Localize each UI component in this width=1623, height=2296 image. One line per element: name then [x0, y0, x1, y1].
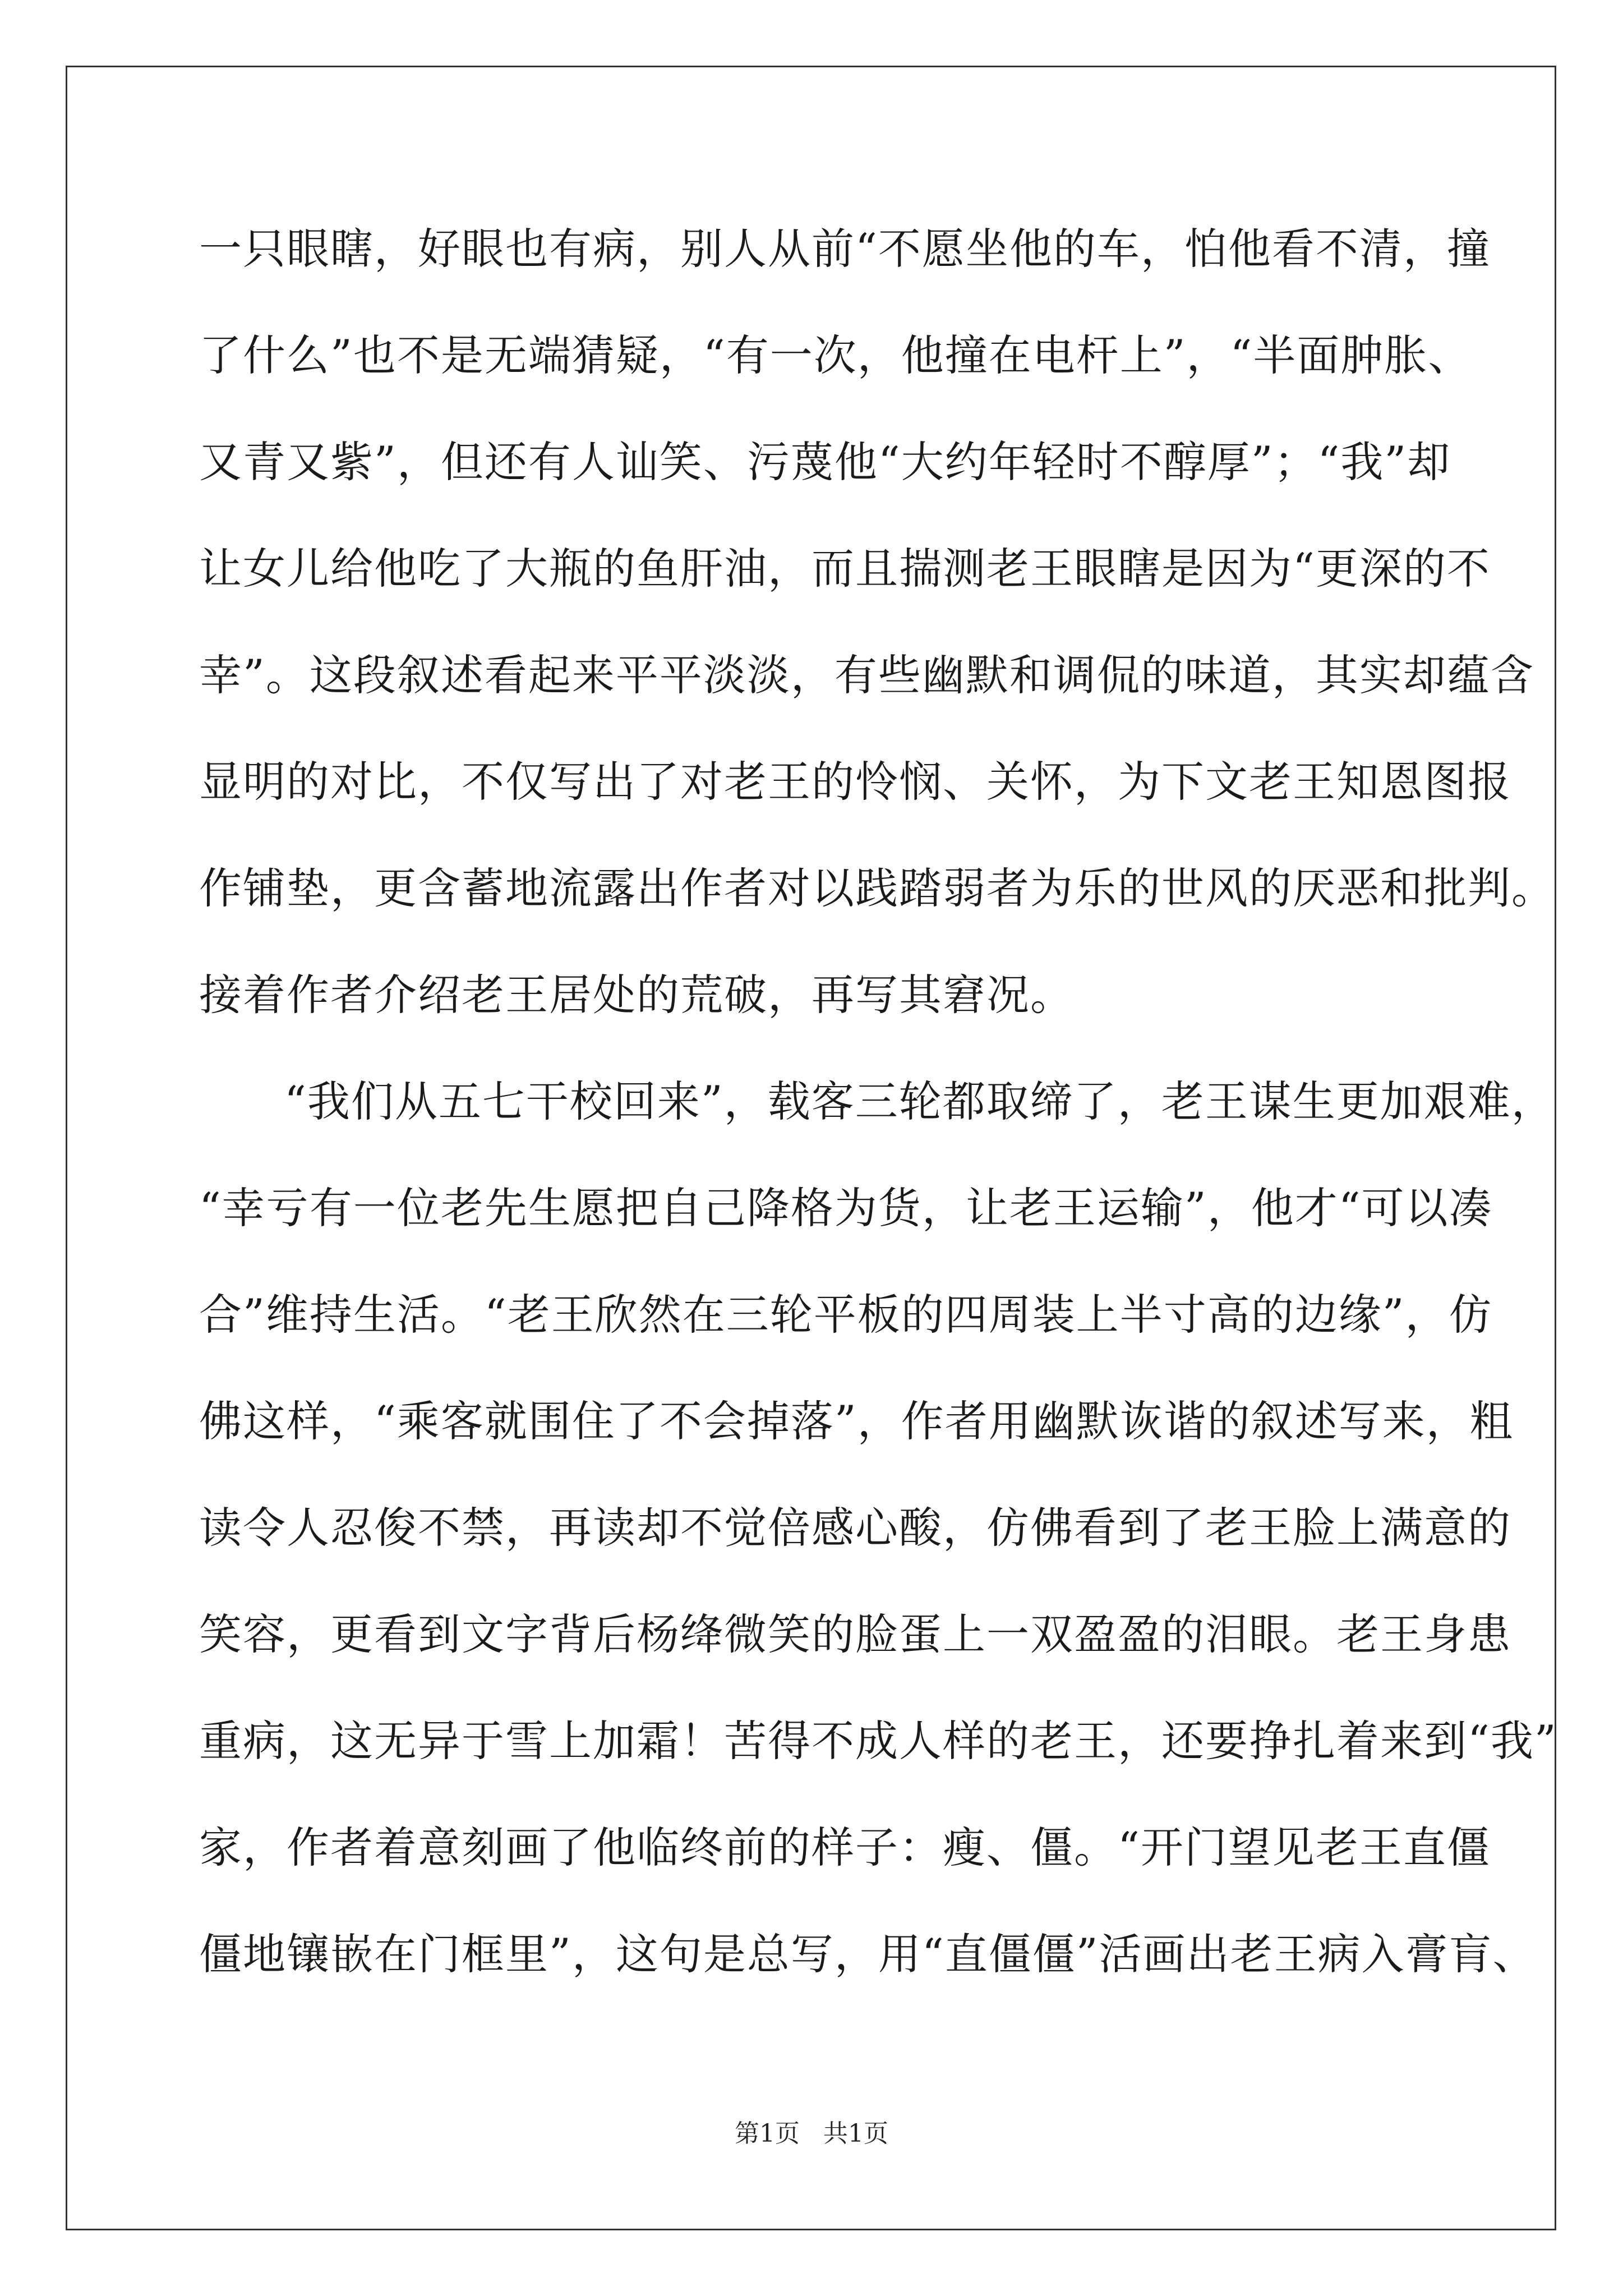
- text-line-10: “幸亏有一位老先生愿把自己降格为货，让老王运输”，他才“可以凑: [199, 1183, 1493, 1233]
- text-line-16: 家，作者着意刻画了他临终前的样子：瘦、僵。“开门望见老王直僵: [199, 1823, 1491, 1872]
- footer-spacer: [800, 2119, 823, 2148]
- text-line-9: “我们从五七干校回来”，载客三轮都取缔了，老王谋生更加艰难，: [284, 1076, 1555, 1126]
- text-line-2: 了什么”也不是无端猜疑，“有一次，他撞在电杆上”，“半面肿胀、: [199, 330, 1472, 380]
- text-line-6: 显明的对比，不仅写出了对老王的怜悯、关怀，为下文老王知恩图报: [199, 757, 1511, 807]
- page-footer: [0, 2117, 1623, 2151]
- text-line-17: 僵地镶嵌在门框里”，这句是总写，用“直僵僵”活画出老王病入膏肓、: [199, 1929, 1537, 1979]
- text-line-12: 佛这样，“乘客就围住了不会掉落”，作者用幽默诙谐的叙述写来，粗: [199, 1396, 1514, 1446]
- text-line-5: 幸”。这段叙述看起来平平淡淡，有些幽默和调侃的味道，其实却蕴含: [199, 650, 1534, 700]
- text-line-7: 作铺垫，更含蓄地流露出作者对以践踏弱者为乐的世风的厌恶和批判。: [199, 863, 1555, 913]
- page-total: 共1页: [823, 2119, 888, 2148]
- text-line-13: 读令人忍俊不禁，再读却不觉倍感心酸，仿佛看到了老王脸上满意的: [199, 1503, 1511, 1553]
- text-line-14: 笑容，更看到文字背后杨绛微笑的脸蛋上一双盈盈的泪眼。老王身患: [199, 1609, 1511, 1659]
- text-line-4: 让女儿给他吃了大瓶的鱼肝油，而且揣测老王眼瞎是因为“更深的不: [199, 544, 1491, 593]
- text-line-11: 合”维持生活。“老王欣然在三轮平板的四周装上半寸高的边缘”，仿: [199, 1290, 1493, 1340]
- text-line-15: 重病，这无异于雪上加霜！苦得不成人样的老王，还要挣扎着来到“我”: [199, 1716, 1557, 1766]
- article-body: [199, 220, 1557, 2032]
- text-line-1: 一只眼瞎，好眼也有病，别人从前“不愿坐他的车，怕他看不清，撞: [199, 224, 1491, 274]
- text-line-8: 接着作者介绍老王居处的荒破，再写其窘况。: [199, 970, 1074, 1020]
- page-number: 第1页: [735, 2119, 800, 2148]
- text-line-3: 又青又紫”，但还有人讪笑、污蔑他“大约年轻时不醇厚”；“我”却: [199, 437, 1451, 487]
